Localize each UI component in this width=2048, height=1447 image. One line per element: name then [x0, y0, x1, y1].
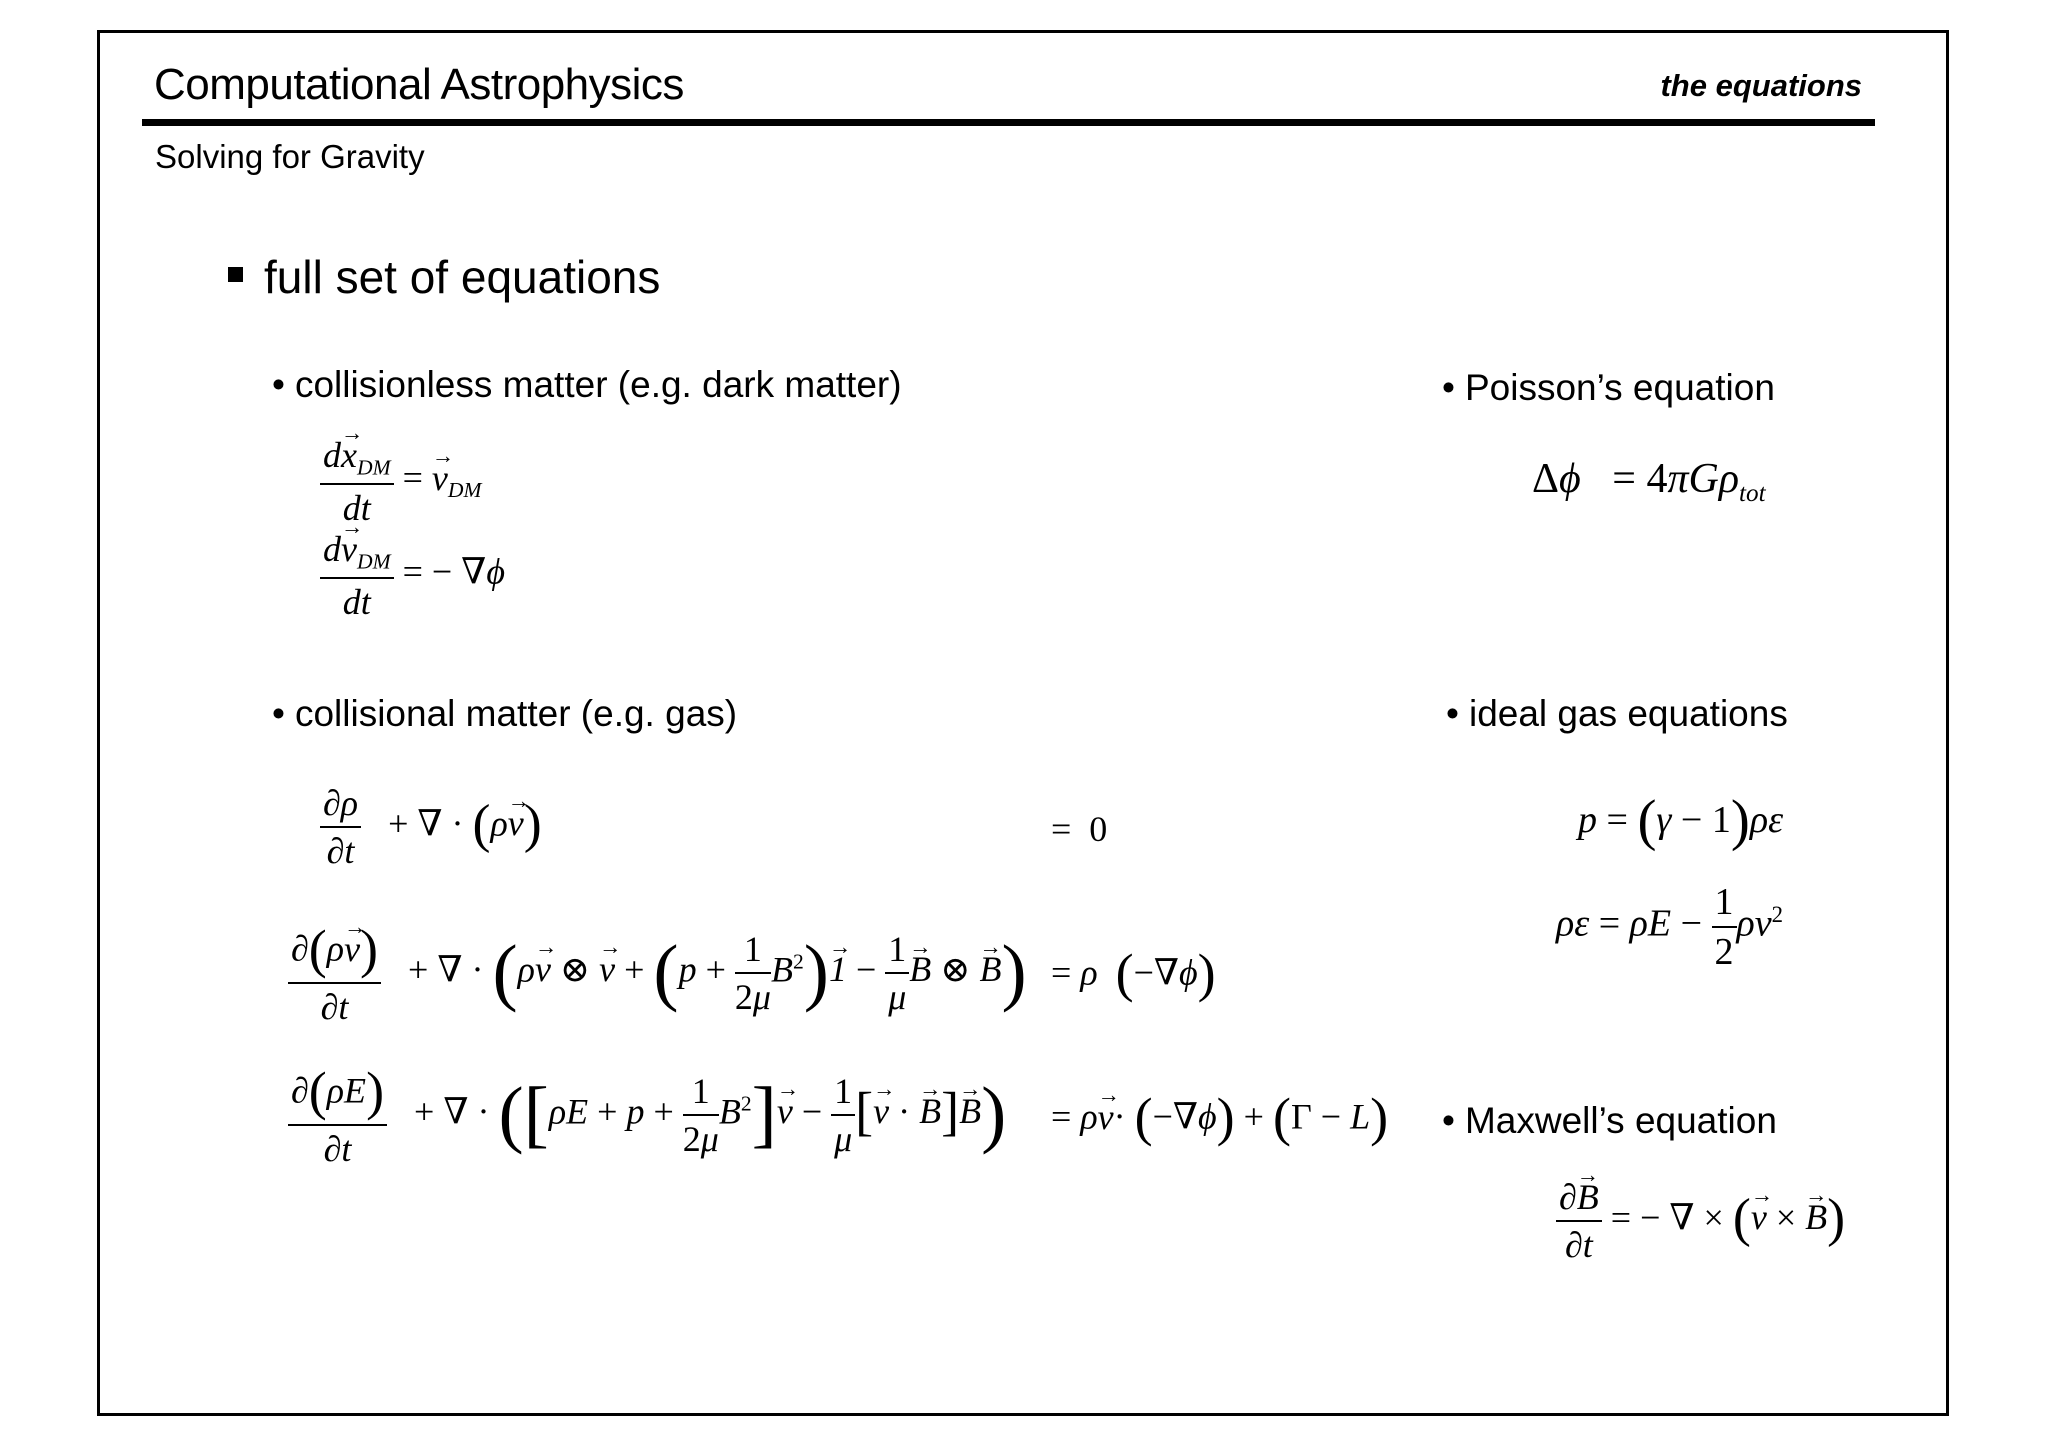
equation-momentum: $\frac{\partial(\rho\to v)}{\partial t}$ + ∇ · (ρ→ v ⊗ → v + (p + $\frac{1}{2\mu}$ $B^2)\to 1$ − $\frac{1}{\mu}$ → B ⊗ → B) — [288, 918, 1027, 1028]
equation-dm-position: $\frac{d\to x_{DM}}{dt}$ = → $v_{DM}$ — [320, 434, 481, 529]
bullet-collisional-text: collisional matter (e.g. gas) — [294, 693, 738, 734]
slide-topic-tag: the equations — [1660, 68, 1862, 103]
equation-momentum-rhs: = ρ (−∇ϕ) — [1051, 943, 1216, 1003]
equation-eos-energy: ρε = ρE − $\frac{1}{2}$ $\rho v^2$ — [1556, 881, 1784, 973]
bullet-poisson-text: Poisson’s equation — [1464, 367, 1775, 408]
equation-dm-velocity: $\frac{d\to v_{DM}}{dt}$ = − ∇ϕ — [320, 528, 505, 623]
equation-continuity-rhs: = 0 — [1051, 809, 1108, 849]
bullet-poisson — [1442, 367, 1775, 409]
bullet-ideal-gas — [1446, 693, 1788, 735]
equation-poisson: Δϕ = 4πGρ$_{tot}$ — [1532, 456, 1766, 507]
bullet-ideal-gas-text: ideal gas equations — [1468, 693, 1788, 734]
bullet-collisional — [272, 693, 737, 735]
bullet-dot-icon: • — [1446, 693, 1459, 734]
equation-energy-rhs: = ρ→ v· (−∇ϕ) + (Γ − L) — [1051, 1086, 1388, 1148]
bullet-dot-icon: • — [1442, 1100, 1455, 1141]
slide-title: Computational Astrophysics — [154, 60, 684, 109]
header-rule — [142, 119, 1875, 126]
main-bullet-text: full set of equations — [264, 251, 661, 303]
square-bullet-icon — [228, 267, 243, 282]
bullet-maxwell — [1442, 1100, 1777, 1142]
bullet-maxwell-text: Maxwell’s equation — [1464, 1100, 1777, 1141]
bullet-collisionless — [272, 364, 902, 406]
equation-eos-pressure: p = (γ − 1)ρε — [1578, 789, 1784, 852]
equation-induction: $\frac{\partial\to B}{\partial t}$ = − ∇ × (→ v × → B) — [1556, 1176, 1845, 1266]
equation-energy: $\frac{\partial(\rho E)}{\partial t}$ + ∇ · ([ρE + p + $\frac{1}{2\mu}$ $B^2]\to v$ − $\frac{1}{\mu}$ [→ v · → B]→ B) — [288, 1060, 1006, 1170]
bullet-dot-icon: • — [272, 364, 285, 405]
bullet-dot-icon: • — [1442, 367, 1455, 408]
main-bullet — [228, 250, 660, 304]
bullet-dot-icon: • — [272, 693, 285, 734]
slide-subtitle: Solving for Gravity — [155, 138, 425, 175]
bullet-collisionless-text: collisionless matter (e.g. dark matter) — [294, 364, 902, 405]
equation-continuity: $\frac{\partial\rho}{\partial t}$ + ∇ · (ρ→ v) — [320, 782, 542, 872]
